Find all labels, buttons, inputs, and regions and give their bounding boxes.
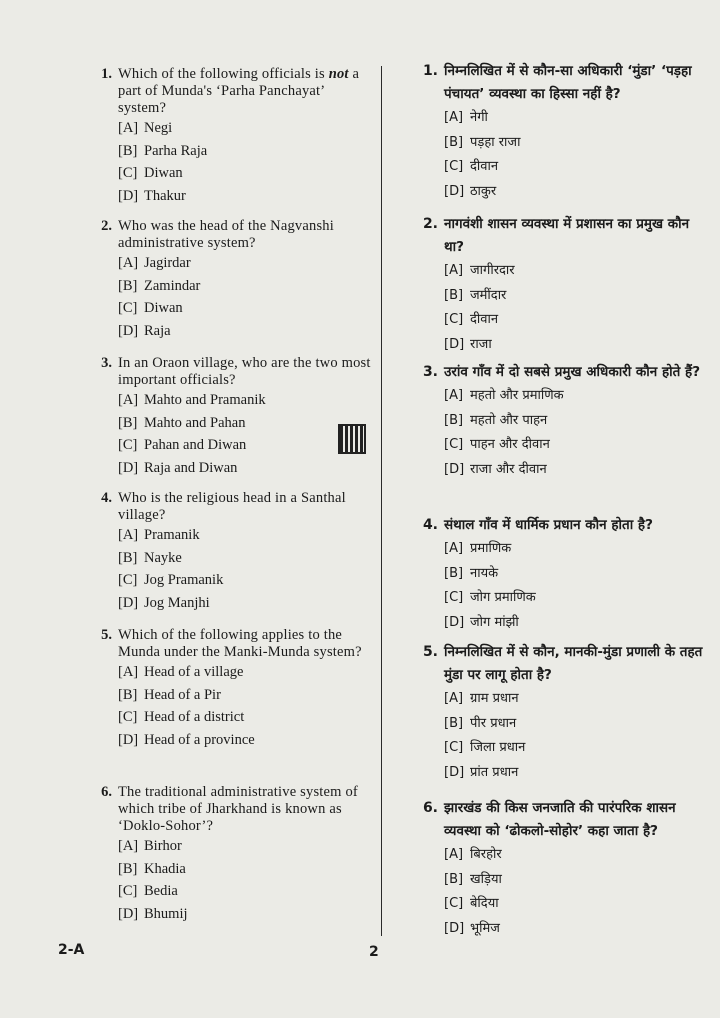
option-text: महतो और प्रमाणिक xyxy=(470,388,564,403)
en-question-4 xyxy=(82,490,372,614)
option-text: भूमिज xyxy=(470,920,500,936)
option-text: महतो और पाहन xyxy=(470,412,548,428)
option-text: Parha Raja xyxy=(144,142,208,159)
option-key: [A] xyxy=(444,847,464,862)
option-text: जोग प्रमाणिक xyxy=(470,590,536,605)
option-key: [A] xyxy=(444,110,464,125)
option-text: दीवान xyxy=(470,312,499,327)
question-number: 4. xyxy=(422,517,438,533)
option-key: [D] xyxy=(118,905,139,922)
question-number: 4. xyxy=(101,490,112,506)
question-number: 2. xyxy=(422,216,438,232)
option-item xyxy=(118,297,372,320)
option-text: Negi xyxy=(144,120,173,136)
qr-code-icon xyxy=(338,424,366,454)
en-question-6 xyxy=(82,784,372,925)
option-list xyxy=(118,117,372,207)
option-key: [C] xyxy=(118,300,138,316)
option-text: Zamindar xyxy=(144,277,201,294)
option-key: [A] xyxy=(444,388,464,403)
option-list xyxy=(118,661,372,751)
option-item xyxy=(118,162,372,185)
option-item xyxy=(444,131,703,156)
option-text: Nayke xyxy=(144,549,182,566)
option-text: Birhor xyxy=(144,838,182,854)
option-item xyxy=(118,457,372,480)
option-item xyxy=(118,320,372,343)
option-key: [C] xyxy=(118,709,138,725)
option-text: Head of a district xyxy=(144,709,245,725)
booklet-code: 2-A xyxy=(58,942,85,958)
column-divider xyxy=(381,66,382,936)
option-text: Bhumij xyxy=(144,905,188,922)
option-key: [D] xyxy=(444,183,465,199)
question-text: संथाल गाँव में धार्मिक प्रधान कौन होता है? xyxy=(444,517,653,533)
option-key: [D] xyxy=(118,187,139,204)
option-text: राजा और दीवान xyxy=(470,461,547,477)
option-list xyxy=(444,843,703,941)
option-key: [D] xyxy=(444,614,465,630)
option-key: [B] xyxy=(444,871,464,887)
hi-question-6 xyxy=(408,797,703,941)
option-text: Head of a province xyxy=(144,731,255,748)
option-key: [D] xyxy=(444,461,465,477)
question-number: 1. xyxy=(101,66,112,82)
option-text: Khadia xyxy=(144,860,186,877)
option-text: प्रमाणिक xyxy=(470,541,512,556)
option-key: [A] xyxy=(118,527,139,543)
option-text: दीवान xyxy=(470,159,499,174)
en-question-5 xyxy=(82,627,372,751)
question-text: निम्नलिखित में से कौन, मानकी-मुंडा प्रणाली के तहत मुंडा पर लागू होता है? xyxy=(444,644,703,683)
option-list xyxy=(118,252,372,342)
option-item xyxy=(118,880,372,903)
question-text: Which of the following officials is not a part of Munda's ‘Parha Panchayat’ system? xyxy=(118,66,360,116)
question-text: Who was the head of the Nagvanshi administrative system? xyxy=(118,218,334,251)
option-item xyxy=(118,185,372,208)
option-item xyxy=(444,736,703,761)
option-item xyxy=(118,389,372,412)
option-text: Mahto and Pahan xyxy=(144,414,246,431)
option-key: [D] xyxy=(118,594,139,611)
option-item xyxy=(118,547,372,570)
option-item xyxy=(444,284,703,309)
option-text: Pramanik xyxy=(144,527,200,543)
option-text: प्रांत प्रधान xyxy=(470,764,519,780)
option-text: नायके xyxy=(470,565,499,581)
option-item xyxy=(118,275,372,298)
option-key: [B] xyxy=(118,277,138,294)
en-question-1 xyxy=(82,66,372,207)
option-item xyxy=(444,433,703,458)
option-text: पाहन और दीवान xyxy=(470,437,550,452)
option-item xyxy=(444,180,703,205)
question-number: 5. xyxy=(101,627,112,643)
question-text: Who is the religious head in a Santhal village? xyxy=(118,490,346,523)
option-key: [B] xyxy=(118,142,138,159)
option-key: [D] xyxy=(444,336,465,352)
option-list xyxy=(444,106,703,204)
option-key: [A] xyxy=(444,541,464,556)
option-key: [B] xyxy=(118,860,138,877)
option-item xyxy=(444,106,703,131)
option-item xyxy=(118,661,372,684)
option-item xyxy=(118,140,372,163)
option-item xyxy=(118,903,372,926)
option-list xyxy=(444,537,703,635)
option-item xyxy=(118,434,372,457)
option-item xyxy=(444,687,703,712)
en-question-3 xyxy=(82,355,372,479)
option-text: Diwan xyxy=(144,300,183,316)
option-key: [D] xyxy=(118,322,139,339)
option-list xyxy=(118,835,372,925)
option-text: Raja and Diwan xyxy=(144,459,238,476)
option-item xyxy=(118,252,372,275)
option-key: [C] xyxy=(444,437,464,452)
option-key: [C] xyxy=(444,740,464,755)
option-item xyxy=(444,384,703,409)
option-text: जोग मांझी xyxy=(470,614,519,630)
option-key: [C] xyxy=(118,883,138,899)
option-key: [A] xyxy=(118,664,139,680)
option-key: [B] xyxy=(444,134,464,150)
option-key: [C] xyxy=(118,165,138,181)
option-text: ठाकुर xyxy=(470,183,497,199)
option-key: [C] xyxy=(118,572,138,588)
option-text: Bedia xyxy=(144,883,178,899)
option-item xyxy=(118,858,372,881)
option-list xyxy=(444,384,703,482)
option-key: [A] xyxy=(118,392,139,408)
option-item xyxy=(444,917,703,942)
option-list xyxy=(444,259,703,357)
question-number: 5. xyxy=(422,644,438,660)
page-number: 2 xyxy=(369,944,379,960)
option-item xyxy=(444,562,703,587)
option-text: Raja xyxy=(144,322,171,339)
hi-question-4 xyxy=(408,514,703,635)
option-text: नेगी xyxy=(470,110,488,125)
option-item xyxy=(118,729,372,752)
option-key: [D] xyxy=(444,764,465,780)
option-key: [C] xyxy=(444,159,464,174)
option-item xyxy=(444,586,703,611)
option-key: [A] xyxy=(444,691,464,706)
option-key: [B] xyxy=(118,686,138,703)
option-text: ग्राम प्रधान xyxy=(470,691,519,706)
option-text: पड़हा राजा xyxy=(470,134,521,150)
option-text: Diwan xyxy=(144,165,183,181)
option-item xyxy=(444,761,703,786)
option-key: [D] xyxy=(118,459,139,476)
option-item xyxy=(444,712,703,737)
option-list xyxy=(118,389,372,479)
option-key: [B] xyxy=(444,412,464,428)
option-item xyxy=(118,412,372,435)
option-text: बेदिया xyxy=(470,896,499,911)
option-text: जागीरदार xyxy=(470,263,515,278)
option-key: [D] xyxy=(118,731,139,748)
option-key: [D] xyxy=(444,920,465,936)
en-question-2 xyxy=(82,218,372,342)
option-text: बिरहोर xyxy=(470,847,502,862)
option-text: Thakur xyxy=(144,187,186,204)
question-number: 3. xyxy=(101,355,112,371)
question-text: Which of the following applies to the Munda under the Manki-Munda system? xyxy=(118,627,362,660)
option-text: Jog Pramanik xyxy=(144,572,224,588)
option-item xyxy=(444,333,703,358)
option-item xyxy=(118,524,372,547)
option-item xyxy=(118,592,372,615)
option-key: [B] xyxy=(444,565,464,581)
question-number: 2. xyxy=(101,218,112,234)
option-text: जमींदार xyxy=(470,287,507,303)
option-item xyxy=(118,706,372,729)
question-text: उरांव गाँव में दो सबसे प्रमुख अधिकारी कौन होते हैं? xyxy=(444,364,701,380)
option-key: [C] xyxy=(444,590,464,605)
option-key: [C] xyxy=(444,896,464,911)
option-key: [A] xyxy=(118,838,139,854)
option-list xyxy=(444,687,703,785)
option-item xyxy=(444,259,703,284)
option-text: Pahan and Diwan xyxy=(144,437,247,453)
option-key: [B] xyxy=(118,414,138,431)
option-item xyxy=(444,458,703,483)
question-number: 6. xyxy=(422,800,438,816)
option-item xyxy=(118,835,372,858)
option-list xyxy=(118,524,372,614)
option-key: [B] xyxy=(118,549,138,566)
option-item xyxy=(444,409,703,434)
option-text: Mahto and Pramanik xyxy=(144,392,266,408)
option-text: Head of a Pir xyxy=(144,686,221,703)
hi-question-5 xyxy=(408,641,703,785)
option-text: जिला प्रधान xyxy=(470,740,526,755)
question-text: निम्नलिखित में से कौन-सा अधिकारी ‘मुंडा’ ‘पड़हा पंचायत’ व्यवस्था का हिस्सा नहीं है? xyxy=(444,63,692,102)
question-text: झारखंड की किस जनजाति की पारंपरिक शासन व्यवस्था को ‘ढोकलो-सोहोर’ कहा जाता है? xyxy=(444,800,676,839)
question-text: The traditional administrative system of which tribe of Jharkhand is known as ‘Doklo-Sohor’? xyxy=(118,784,358,834)
option-item xyxy=(444,868,703,893)
hi-question-3 xyxy=(408,361,703,482)
option-item xyxy=(118,569,372,592)
option-item xyxy=(444,155,703,180)
option-text: पीर प्रधान xyxy=(470,715,517,731)
option-key: [A] xyxy=(118,255,139,271)
option-item xyxy=(444,843,703,868)
option-key: [C] xyxy=(444,312,464,327)
question-text: In an Oraon village, who are the two most important officials? xyxy=(118,355,371,388)
option-key: [B] xyxy=(444,287,464,303)
option-text: Jagirdar xyxy=(144,255,191,271)
option-item xyxy=(444,892,703,917)
question-number: 1. xyxy=(422,63,438,79)
hi-question-2 xyxy=(408,213,703,357)
option-text: खड़िया xyxy=(470,871,502,887)
option-text: राजा xyxy=(470,336,492,352)
hi-question-1 xyxy=(408,60,703,204)
option-item xyxy=(444,611,703,636)
question-number: 6. xyxy=(101,784,112,800)
option-item xyxy=(118,117,372,140)
option-item xyxy=(444,308,703,333)
option-text: Head of a village xyxy=(144,664,244,680)
option-key: [A] xyxy=(118,120,139,136)
option-key: [B] xyxy=(444,715,464,731)
option-item xyxy=(118,684,372,707)
question-number: 3. xyxy=(422,364,438,380)
option-key: [C] xyxy=(118,437,138,453)
option-text: Jog Manjhi xyxy=(144,594,210,611)
question-text: नागवंशी शासन व्यवस्था में प्रशासन का प्रमुख कौन था? xyxy=(444,216,690,255)
option-item xyxy=(444,537,703,562)
option-key: [A] xyxy=(444,263,464,278)
